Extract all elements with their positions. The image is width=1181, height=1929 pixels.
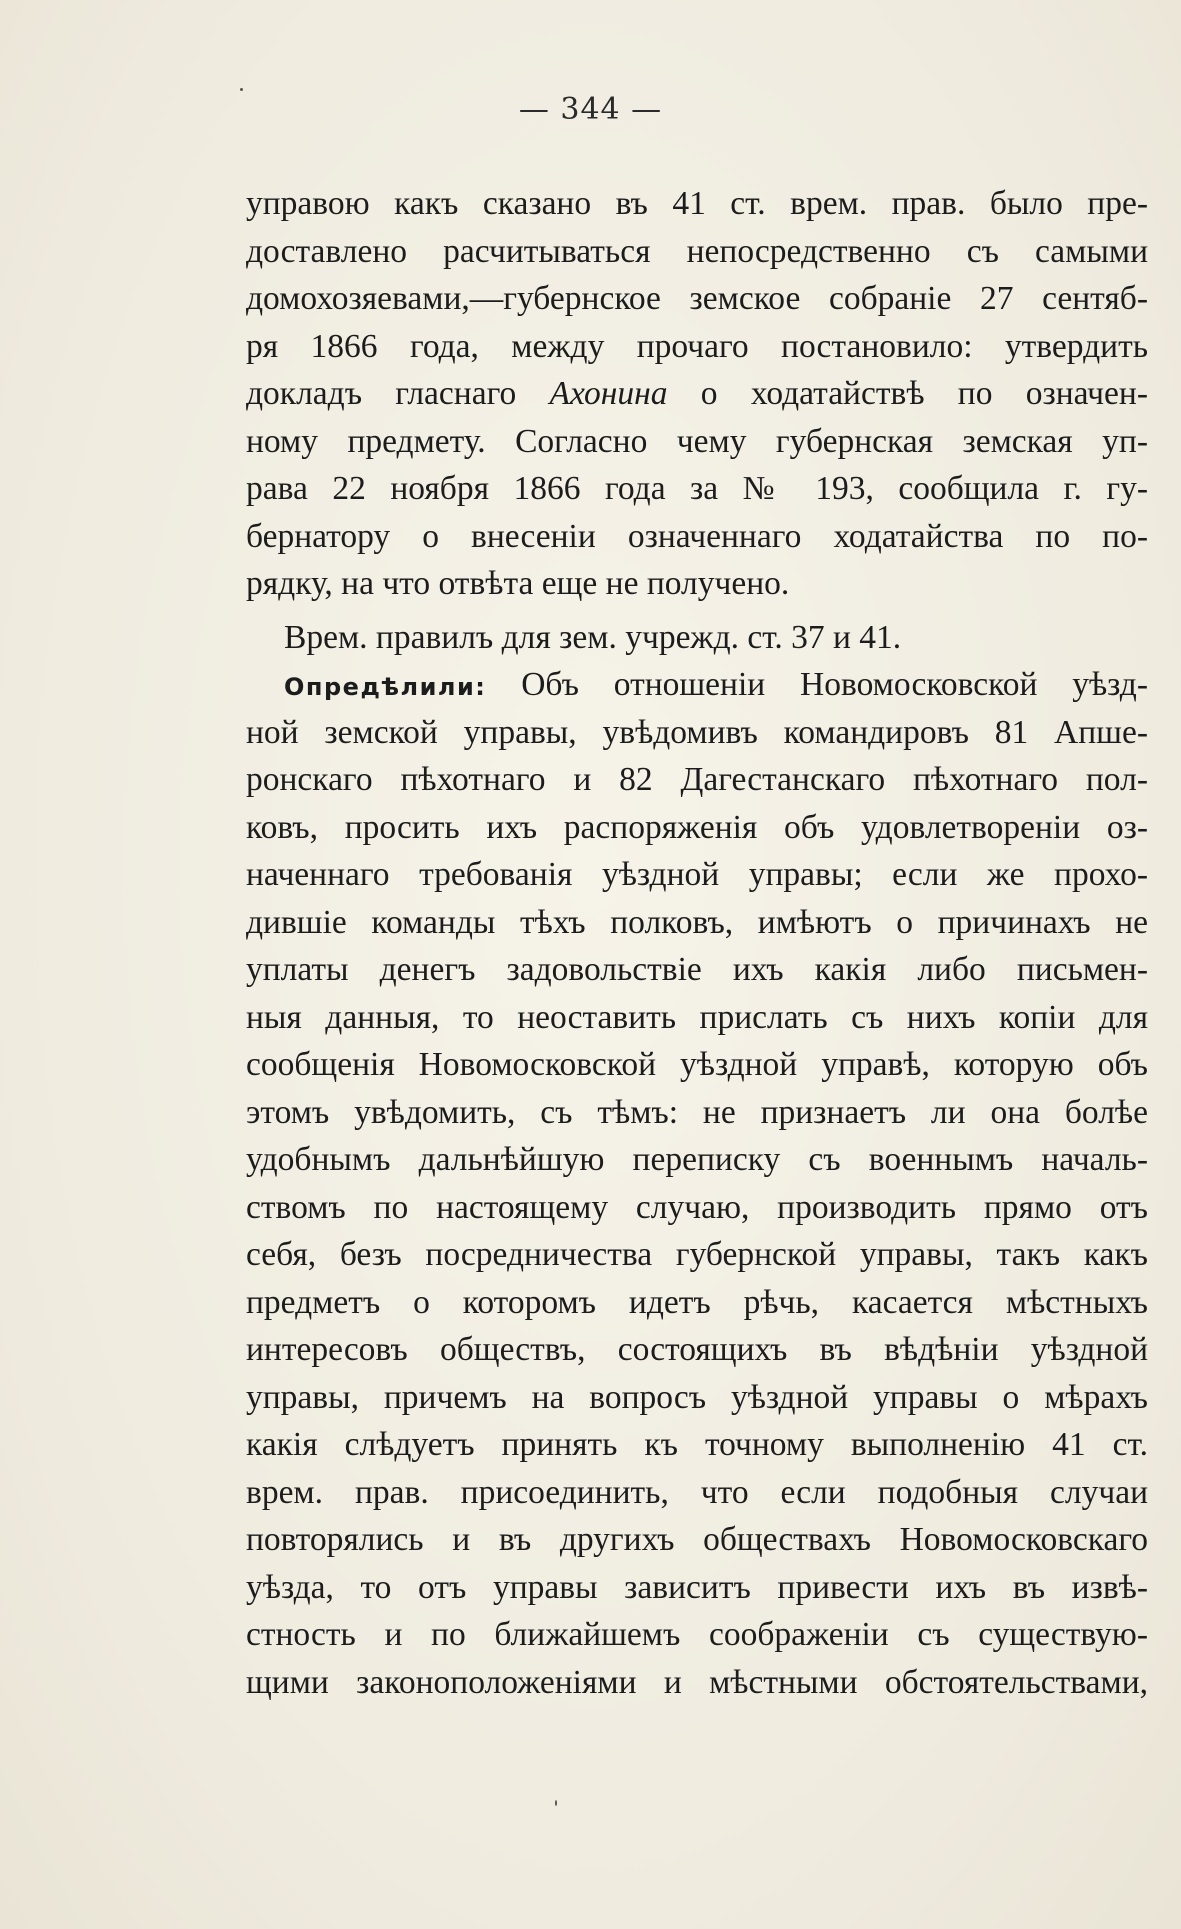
text-line: интересовъ обществъ, состоящихъ въ вѣдѣніи уѣздной xyxy=(246,1331,1148,1368)
resolution-line xyxy=(246,661,1148,709)
text-line: ному предмету. Согласно чему губернская земская уп- xyxy=(246,422,1148,460)
text-line: стность и по ближайшемъ соображеніи съ существую- xyxy=(246,1616,1148,1653)
text-line: ря 1866 года, между прочаго постановило: утвердить xyxy=(246,327,1148,365)
text-line-with-name xyxy=(246,370,1148,418)
text-line: управы, причемъ на вопросъ уѣздной управы о мѣрахъ xyxy=(246,1378,1148,1416)
text-fragment: о ходатайствѣ по означен- xyxy=(667,375,1148,412)
italic-name: Ахонина xyxy=(549,375,668,412)
text-line: управою какъ сказано въ 41 ст. врем. прав. было пре- xyxy=(246,185,1148,222)
text-line: домохозяевами,—губернское земское собраніе 27 сентяб- xyxy=(246,280,1148,317)
text-line: рава 22 ноября 1866 года за № 193, сообщила г. гу- xyxy=(246,470,1148,507)
text-line: сообщенія Новомосковской уѣздной управѣ, которую объ xyxy=(246,1046,1148,1083)
text-fragment: докладъ гласнаго xyxy=(246,375,550,412)
text-line: этомъ увѣдомить, съ тѣмъ: не признаетъ ли она болѣе xyxy=(246,1093,1148,1131)
text-line: удобнымъ дальнѣйшую переписку съ военнымъ началь- xyxy=(246,1141,1148,1178)
text-line: повторялись и въ другихъ обществахъ Новомосковскаго xyxy=(246,1521,1148,1558)
text-line: щими законоположеніями и мѣстными обстоятельствами, xyxy=(246,1663,1148,1701)
text-line: ствомъ по настоящему случаю, производить прямо отъ xyxy=(246,1188,1148,1226)
text-line: себя, безъ посредничества губернской управы, такъ какъ xyxy=(246,1236,1148,1273)
page-number: — 344 — xyxy=(518,92,663,127)
text-line: уѣзда, то отъ управы зависитъ привести ихъ въ извѣ- xyxy=(246,1568,1148,1606)
text-line: предметъ о которомъ идетъ рѣчь, касается мѣстныхъ xyxy=(246,1283,1148,1321)
paper-speck xyxy=(240,88,243,91)
text-line: ронскаго пѣхотнаго и 82 Дагестанскаго пѣхотнаго пол- xyxy=(246,761,1148,798)
text-line: ной земской управы, увѣдомивъ командировъ 81 Апше- xyxy=(246,713,1148,751)
text-line: уплаты денегъ задовольствіе ихъ какія либо письмен- xyxy=(246,951,1148,988)
statute-reference: Врем. правилъ для зем. учрежд. ст. 37 и 41. xyxy=(284,618,902,656)
text-line: доставлено расчитываться непосредственно съ самыми xyxy=(246,232,1148,270)
text-line: бернатору о внесеніи означеннаго ходатайства по по- xyxy=(246,517,1148,555)
text-line: дившіе команды тѣхъ полковъ, имѣютъ о причинахъ не xyxy=(246,903,1148,941)
text-line: ковъ, просить ихъ распоряженія объ удовлетвореніи оз- xyxy=(246,808,1148,846)
text-fragment: Объ отношеніи Новомосковской уѣзд- xyxy=(486,666,1148,703)
text-line: какія слѣдуетъ принять къ точному выполненію 41 ст. xyxy=(246,1426,1148,1463)
text-line: наченнаго требованія уѣздной управы; если же прохо- xyxy=(246,856,1148,893)
text-line: рядку, на что отвѣта еще не получено. xyxy=(246,565,790,602)
paper-speck xyxy=(555,1800,557,1806)
text-line: ныя данныя, то неоставить прислать съ нихъ копіи для xyxy=(246,998,1148,1036)
body-text xyxy=(246,180,1148,1706)
resolution-heading: Опредѣлили: xyxy=(284,673,487,701)
text-line: врем. прав. присоединить, что если подобныя случаи xyxy=(246,1473,1148,1511)
